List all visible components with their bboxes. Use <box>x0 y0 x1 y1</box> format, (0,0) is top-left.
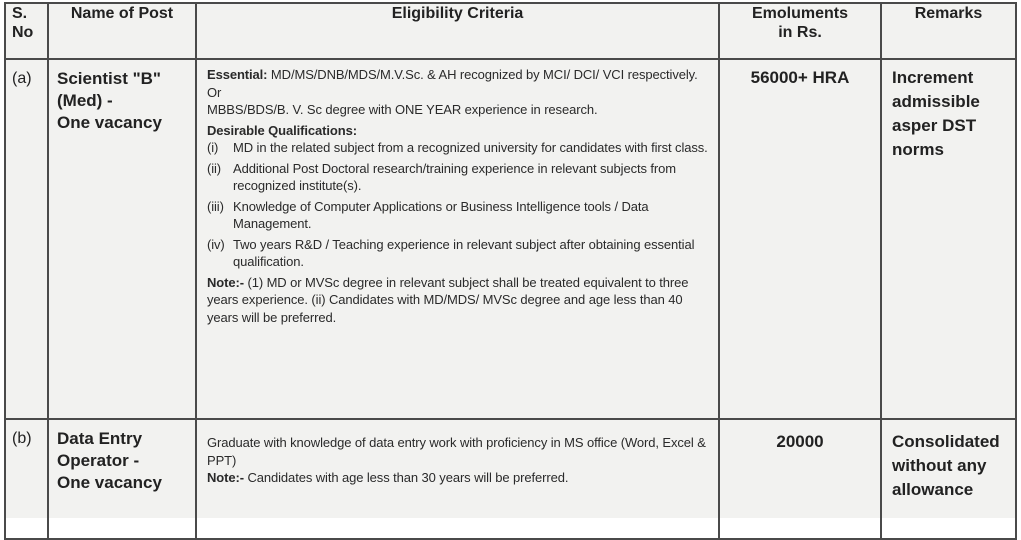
table-header-row <box>5 3 1016 59</box>
row-sno: (b) <box>5 419 48 539</box>
item-number: (i) <box>207 140 219 155</box>
note <box>207 274 710 327</box>
row-sno: (a) <box>5 59 48 419</box>
list-item <box>207 160 710 195</box>
essential-alternative: MBBS/BDS/B. V. Sc degree with ONE YEAR experience in research. <box>207 102 598 117</box>
item-number: (ii) <box>207 160 222 176</box>
table-row <box>5 419 1016 539</box>
remarks-text: Consolidated without any allowance <box>881 419 1016 539</box>
post-name: Scientist "B" (Med) - One vacancy <box>48 59 196 419</box>
item-text: MD in the related subject from a recognized university for candidates with first class. <box>233 140 708 155</box>
item-number: (iv) <box>207 236 225 252</box>
criteria-text: Graduate with knowledge of data entry work with proficiency in MS office (Word, Excel & PPT) <box>207 435 706 468</box>
desirable-label: Desirable Qualifications: <box>207 122 357 138</box>
item-text: Additional Post Doctoral research/training experience in relevant subjects from recognized institute(s). <box>233 160 676 193</box>
notice-page <box>4 2 1015 518</box>
eligibility-criteria <box>196 419 719 539</box>
emoluments-value: 56000+ HRA <box>719 59 881 419</box>
essential-label: Essential: <box>207 67 268 82</box>
note-text: (1) MD or MVSc degree in relevant subject shall be treated equivalent to three years experience. (ii) Candidates with MD/MDS/ MVSc degree and age less than 40 years will be preferred. <box>207 274 689 325</box>
post-name: Data Entry Operator - One vacancy <box>48 419 196 539</box>
header-sno: S. No <box>5 3 48 59</box>
essential-text: MD/MS/DNB/MDS/M.V.Sc. & AH recognized by MCI/ DCI/ VCI respectively. Or <box>207 67 698 100</box>
emoluments-value: 20000 <box>719 419 881 539</box>
item-text: Knowledge of Computer Applications or Business Intelligence tools / Data Management. <box>233 198 649 231</box>
eligibility-criteria <box>196 59 719 419</box>
note-label: Note:- <box>207 470 244 485</box>
header-remarks: Remarks <box>881 3 1016 59</box>
desirable-list <box>207 139 710 271</box>
item-number: (iii) <box>207 198 224 214</box>
item-text: Two years R&D / Teaching experience in relevant subject after obtaining essential qualification. <box>233 236 695 269</box>
note <box>207 469 710 487</box>
remarks-text: Increment admissible asper DST norms <box>881 59 1016 419</box>
header-post-name: Name of Post <box>48 3 196 59</box>
list-item <box>207 236 710 271</box>
list-item <box>207 198 710 233</box>
essential-qualification <box>207 66 710 101</box>
vacancy-table <box>4 2 1017 540</box>
header-emoluments: Emoluments in Rs. <box>719 3 881 59</box>
list-item <box>207 139 710 157</box>
table-row <box>5 59 1016 419</box>
note-label: Note:- <box>207 274 244 290</box>
header-eligibility: Eligibility Criteria <box>196 3 719 59</box>
note-text: Candidates with age less than 30 years will be preferred. <box>243 470 569 485</box>
